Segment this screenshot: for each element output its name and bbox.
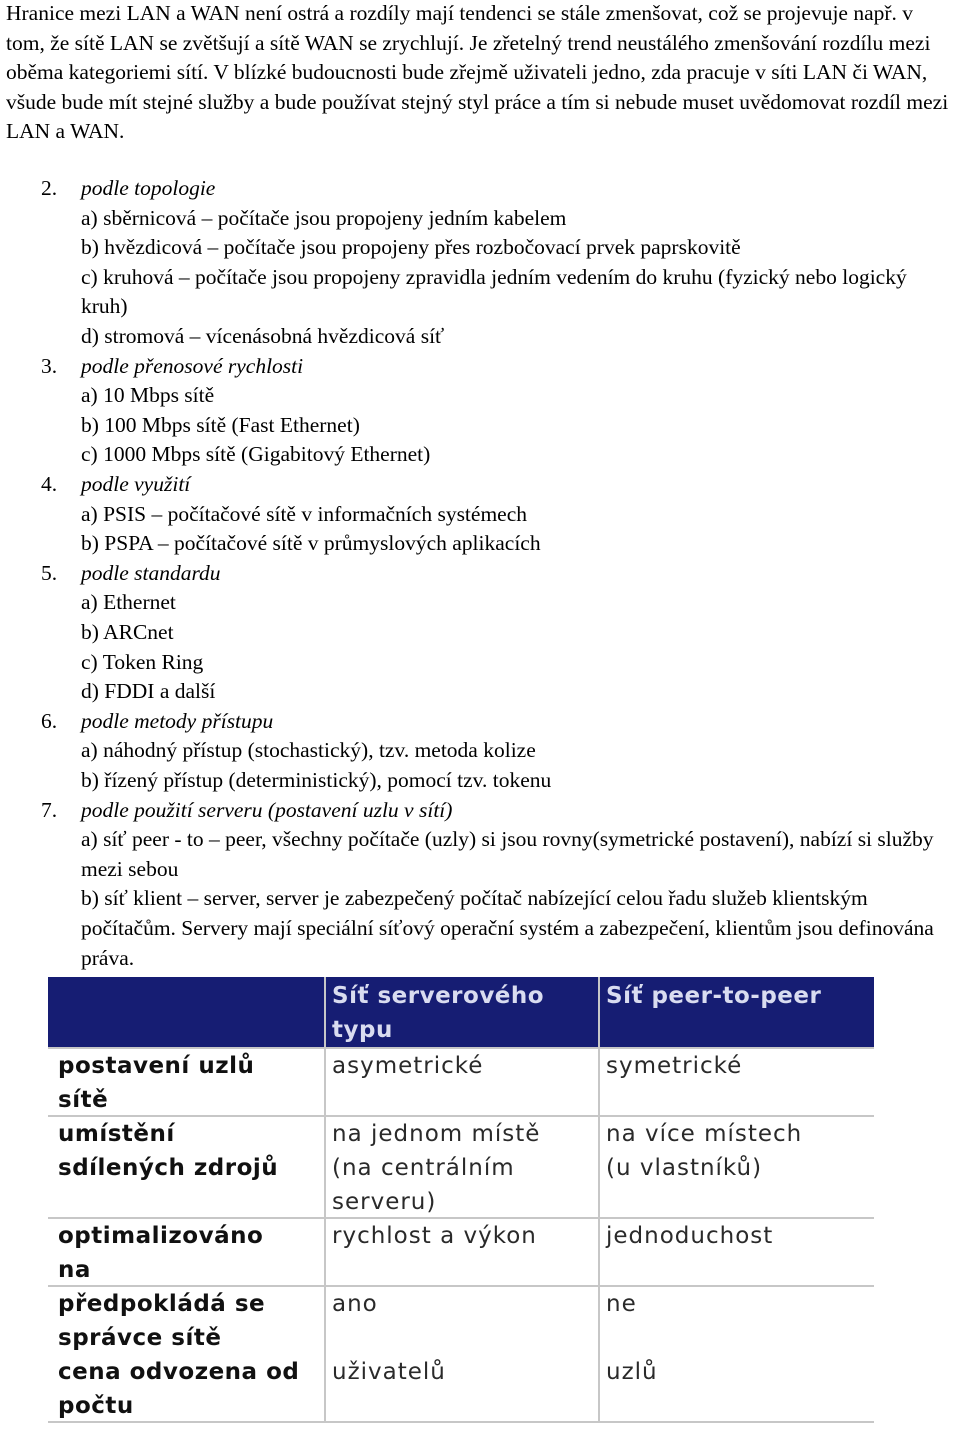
list-item: c) Token Ring — [81, 649, 204, 674]
section-number: 3. — [41, 353, 58, 378]
list-item: c) kruhová – počítače jsou propojeny zpravidla jedním vedením do kruhu (fyzický nebo logický kruh) — [81, 264, 907, 319]
table-cell: uzlů — [606, 1359, 658, 1385]
table-header-peer: Síť peer-to-peer — [606, 983, 822, 1009]
comparison-table — [48, 977, 874, 1423]
table-cell: na více místech (u vlastníků) — [606, 1121, 803, 1181]
section-number: 7. — [41, 797, 58, 822]
table-row-label: předpokládá se správce sítě — [58, 1291, 266, 1351]
table-cell: uživatelů — [332, 1359, 446, 1385]
table-row-label: cena odvozena od počtu — [58, 1359, 300, 1419]
list-item: a) Ethernet — [81, 590, 176, 615]
list-item: b) ARCnet — [81, 619, 174, 644]
section-title: podle přenosové rychlosti — [81, 353, 304, 378]
table-header-server: Síť serverového typu — [332, 983, 545, 1043]
list-item: b) 100 Mbps sítě (Fast Ethernet) — [81, 412, 360, 437]
section-title: podle topologie — [81, 176, 216, 200]
list-item: a) náhodný přístup (stochastický), tzv. metoda kolize — [81, 738, 536, 763]
list-item: d) FDDI a další — [81, 679, 216, 704]
table-row-label: optimalizováno na — [58, 1223, 264, 1283]
table-cell: symetrické — [606, 1053, 743, 1079]
list-item: b) PSPA – počítačové sítě v průmyslových aplikacích — [81, 531, 541, 556]
list-item: a) 10 Mbps sítě — [81, 383, 215, 408]
list-item: b) hvězdicová – počítače jsou propojeny přes rozbočovací prvek paprskovitě — [81, 235, 741, 260]
table-row-label: umístění sdílených zdrojů — [58, 1121, 279, 1181]
list-item: b) řízený přístup (deterministický), pomocí tzv. tokenu — [81, 767, 552, 792]
section-title: podle standardu — [81, 560, 221, 585]
section-title: podle metody přístupu — [81, 708, 274, 733]
list-item: a) sběrnicová – počítače jsou propojeny jedním kabelem — [81, 205, 567, 230]
section-title: podle použití serveru (postavení uzlu v sítí) — [81, 797, 453, 822]
table-cell: asymetrické — [332, 1053, 484, 1079]
list-item: b) síť klient – server, server je zabezpečený počítač nabízející celou řadu služeb klientským počítačům. Servery mají speciální síťový operační systém a zabezpečení, klientům jsou definována práva. — [81, 886, 934, 970]
table-cell: ano — [332, 1291, 378, 1317]
table-cell: rychlost a výkon — [332, 1223, 537, 1249]
table-cell: na jednom místě (na centrálním serveru) — [332, 1121, 541, 1215]
section-number: 2. — [41, 176, 58, 200]
table-row-label: postavení uzlů sítě — [58, 1053, 255, 1113]
section-number: 5. — [41, 560, 58, 585]
section-number: 6. — [41, 708, 58, 733]
list-item: d) stromová – vícenásobná hvězdicová síť — [81, 324, 445, 348]
list-item: a) PSIS – počítačové sítě v informačních systémech — [81, 501, 528, 526]
section-number: 4. — [41, 472, 58, 496]
table-cell: jednoduchost — [606, 1223, 774, 1249]
list-item: a) síť peer - to – peer, všechny počítače (uzly) si jsou rovny(symetrické postavení), nabízí si služby mezi sebou — [81, 827, 934, 881]
intro-paragraph: Hranice mezi LAN a WAN není ostrá a rozdíly mají tendenci se stále zmenšovat, což se projevuje např. v tom, že sítě LAN se zvětšují a sítě WAN se zrychlují. Je zřetelný trend neustálého zmenšování rozdílu mezi oběma kategoriemi sítí. V blízké budoucnosti bude zřejmě uživateli jedno, zda pracuje v síti LAN či WAN, všude bude mít stejné služby a bude používat stejný styl práce a tím si nebude muset uvědomovat rozdíl mezi LAN a WAN. — [6, 1, 949, 144]
column-divider — [598, 977, 600, 1423]
column-divider — [324, 977, 326, 1423]
table-cell: ne — [606, 1291, 637, 1317]
section-title: podle využití — [81, 472, 191, 496]
list-item: c) 1000 Mbps sítě (Gigabitový Ethernet) — [81, 442, 431, 467]
